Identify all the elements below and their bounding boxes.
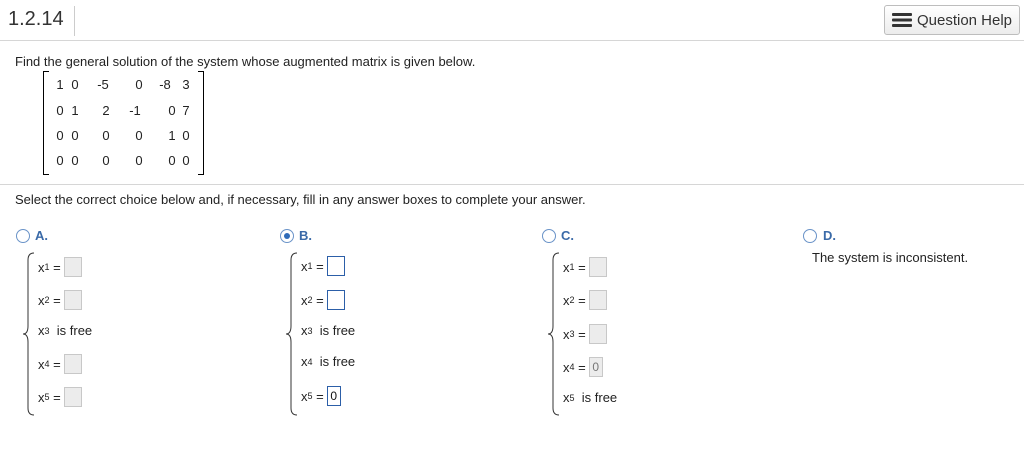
matrix-cell: 0 <box>102 153 110 168</box>
matrix-cell: 1 <box>71 103 79 118</box>
choice-a-letter: A. <box>35 228 48 243</box>
matrix-cell: 0 <box>182 153 190 168</box>
matrix-cell: 2 <box>102 103 110 118</box>
question-help-button[interactable] <box>884 5 1020 35</box>
choice-a-x3-row: x 3 is free <box>38 323 93 338</box>
choice-c-x5-row: x 5 is free <box>563 390 618 405</box>
choice-a-radio[interactable] <box>16 229 30 243</box>
matrix-cell: 7 <box>182 103 190 118</box>
choice-b-x2-input[interactable] <box>327 290 345 310</box>
matrix-cell: 1 <box>168 128 176 143</box>
matrix-right-bracket <box>198 71 204 175</box>
choice-d-letter: D. <box>823 228 836 243</box>
choice-b-x2-row: x 2 = <box>301 290 345 310</box>
matrix-cell: 0 <box>135 128 143 143</box>
matrix-cell: 0 <box>71 77 79 92</box>
matrix-cell: 0 <box>71 153 79 168</box>
choice-a-x5-input[interactable] <box>64 387 82 407</box>
matrix-cell: 1 <box>56 77 64 92</box>
choice-a-x2-input[interactable] <box>64 290 82 310</box>
choice-b-x1-input[interactable] <box>327 256 345 276</box>
instruction-text: Select the correct choice below and, if necessary, fill in any answer boxes to complete your answer. <box>15 192 586 207</box>
choice-c-x2-input[interactable] <box>589 290 607 310</box>
matrix-cell: 0 <box>168 103 176 118</box>
choice-a-brace <box>22 252 36 416</box>
matrix-cell: 0 <box>56 153 64 168</box>
matrix-cell: 0 <box>182 128 190 143</box>
choice-b-x4-row: x 4 is free <box>301 354 356 369</box>
section-divider <box>0 184 1024 185</box>
choice-a-x1-input[interactable] <box>64 257 82 277</box>
choice-a-x2-row: x 2 = <box>38 290 82 310</box>
question-header <box>0 0 1024 41</box>
matrix-cell: 0 <box>56 103 64 118</box>
problem-prompt: Find the general solution of the system whose augmented matrix is given below. <box>15 54 476 69</box>
choice-b-brace <box>285 252 299 416</box>
choice-b-x3-row: x 3 is free <box>301 323 356 338</box>
matrix-cell: 0 <box>135 77 143 92</box>
choice-b-radio[interactable] <box>280 229 294 243</box>
choice-c-x3-input[interactable] <box>589 324 607 344</box>
question-help-label: Question Help <box>916 11 1013 29</box>
matrix-cell: -5 <box>97 77 109 92</box>
choice-a-x1-row: x 1 = <box>38 257 82 277</box>
matrix-cell: 3 <box>182 77 190 92</box>
matrix-cell: 0 <box>135 153 143 168</box>
matrix-left-bracket <box>43 71 49 175</box>
choice-a-x5-row: x 5 = <box>38 387 82 407</box>
choice-c-radio[interactable] <box>542 229 556 243</box>
choice-d-radio[interactable] <box>803 229 817 243</box>
choice-c-x4-row: x 4 = 0 <box>563 357 603 377</box>
choice-c-x1-row: x 1 = <box>563 257 607 277</box>
question-number: 1.2.14 <box>8 6 75 36</box>
matrix-cell: -8 <box>159 77 171 92</box>
augmented-matrix <box>43 71 204 175</box>
choice-c-x2-row: x 2 = <box>563 290 607 310</box>
matrix-cell: 0 <box>56 128 64 143</box>
choice-c-brace <box>547 252 561 416</box>
matrix-cell: 0 <box>168 153 176 168</box>
list-icon <box>892 13 912 27</box>
choice-b-x5-input[interactable]: 0 <box>327 386 341 406</box>
choice-c-x1-input[interactable] <box>589 257 607 277</box>
choice-c-letter: C. <box>561 228 574 243</box>
choice-c-x3-row: x 3 = <box>563 324 607 344</box>
choice-b-letter: B. <box>299 228 312 243</box>
matrix-cell: -1 <box>129 103 141 118</box>
choice-b-x1-row: x 1 = <box>301 256 345 276</box>
choice-a-x4-input[interactable] <box>64 354 82 374</box>
matrix-cell: 0 <box>71 128 79 143</box>
choice-c-x4-input[interactable]: 0 <box>589 357 603 377</box>
matrix-cell: 0 <box>102 128 110 143</box>
choice-a-x4-row: x 4 = <box>38 354 82 374</box>
choice-b-x5-row: x 5 = 0 <box>301 386 341 406</box>
choice-d-text: The system is inconsistent. <box>812 250 969 265</box>
